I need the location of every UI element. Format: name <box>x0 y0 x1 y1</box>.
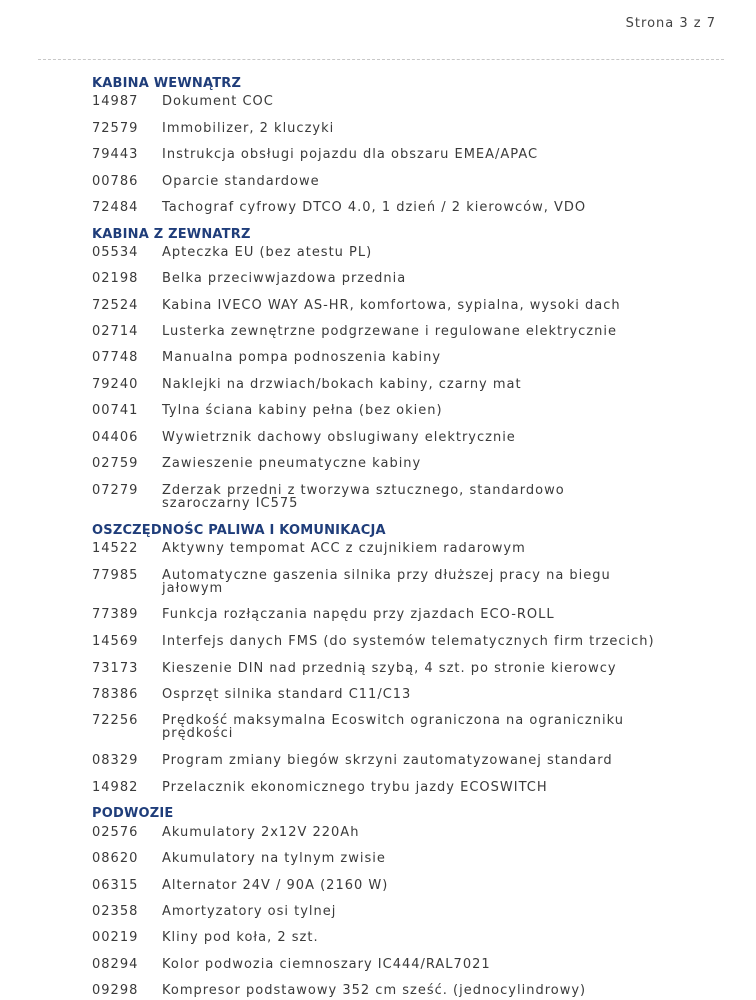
item-code: 02759 <box>92 456 139 471</box>
item-description: Wywietrznik dachowy obslugiwany elektrycznie <box>162 430 516 445</box>
item-description: Akumulatory 2x12V 220Ah <box>162 825 360 840</box>
item-description: Interfejs danych FMS (do systemów telematycznych firm trzecich) <box>162 634 655 649</box>
item-code: 08329 <box>92 753 139 768</box>
item-code: 02358 <box>92 904 139 919</box>
item-description: Przelacznik ekonomicznego trybu jazdy ECOSWITCH <box>162 780 548 795</box>
item-description: Manualna pompa podnoszenia kabiny <box>162 350 442 365</box>
item-code: 77985 <box>92 568 139 583</box>
item-code: 06315 <box>92 878 139 893</box>
item-description: Kabina IVECO WAY AS-HR, komfortowa, sypialna, wysoki dach <box>162 298 621 313</box>
item-code: 72579 <box>92 121 139 136</box>
item-code: 73173 <box>92 661 139 676</box>
item-description: Program zmiany biegów skrzyni zautomatyzowanej standard <box>162 753 613 768</box>
item-description: Aktywny tempomat ACC z czujnikiem radarowym <box>162 541 526 556</box>
item-code: 79443 <box>92 147 139 162</box>
item-code: 79240 <box>92 377 139 392</box>
item-description: Osprzęt silnika standard C11/C13 <box>162 687 412 702</box>
item-description: Automatyczne gaszenia silnika przy dłuższej pracy na biegu <box>162 568 611 583</box>
watermark-logo <box>0 970 90 1000</box>
item-code: 07279 <box>92 483 139 498</box>
item-description: Amortyzatory osi tylnej <box>162 904 337 919</box>
item-code: 08620 <box>92 851 139 866</box>
item-code: 02576 <box>92 825 139 840</box>
item-description-continued: prędkości <box>162 726 234 741</box>
item-description: Kompresor podstawowy 352 cm sześć. (jednocylindrowy) <box>162 983 587 998</box>
item-description-continued: jałowym <box>162 581 224 596</box>
item-description: Zawieszenie pneumatyczne kabiny <box>162 456 422 471</box>
item-code: 02714 <box>92 324 139 339</box>
item-description: Belka przeciwwjazdowa przednia <box>162 271 407 286</box>
item-description: Naklejki na drzwiach/bokach kabiny, czarny mat <box>162 377 522 392</box>
item-code: 05534 <box>92 245 139 260</box>
item-description: Zderzak przedni z tworzywa sztucznego, standardowo <box>162 483 565 498</box>
item-description: Lusterka zewnętrzne podgrzewane i regulowane elektrycznie <box>162 324 617 339</box>
item-code: 00219 <box>92 930 139 945</box>
section-title: PODWOZIE <box>92 806 174 821</box>
item-description: Tylna ściana kabiny pełna (bez okien) <box>162 403 443 418</box>
item-description: Immobilizer, 2 kluczyki <box>162 121 335 136</box>
item-description: Kolor podwozia ciemnoszary IC444/RAL7021 <box>162 957 491 972</box>
section-title: KABINA Z ZEWNATRZ <box>92 227 251 242</box>
item-description: Dokument COC <box>162 94 274 109</box>
section-title: KABINA WEWNĄTRZ <box>92 76 242 91</box>
item-code: 09298 <box>92 983 139 998</box>
item-description: Tachograf cyfrowy DTCO 4.0, 1 dzień / 2 kierowców, VDO <box>162 200 587 215</box>
item-description: Akumulatory na tylnym zwisie <box>162 851 386 866</box>
item-code: 04406 <box>92 430 139 445</box>
item-description: Alternator 24V / 90A (2160 W) <box>162 878 389 893</box>
item-code: 00786 <box>92 174 139 189</box>
item-code: 08294 <box>92 957 139 972</box>
item-code: 72524 <box>92 298 139 313</box>
item-code: 78386 <box>92 687 139 702</box>
item-code: 14522 <box>92 541 139 556</box>
page-number: Strona 3 z 7 <box>625 16 716 31</box>
item-code: 72256 <box>92 713 139 728</box>
item-code: 14987 <box>92 94 139 109</box>
item-description: Funkcja rozłączania napędu przy zjazdach ECO-ROLL <box>162 607 555 622</box>
item-code: 14982 <box>92 780 139 795</box>
item-description: Instrukcja obsługi pojazdu dla obszaru EMEA/APAC <box>162 147 539 162</box>
item-code: 00741 <box>92 403 139 418</box>
item-description: Oparcie standardowe <box>162 174 320 189</box>
item-code: 02198 <box>92 271 139 286</box>
item-code: 14569 <box>92 634 139 649</box>
item-description: Kieszenie DIN nad przednią szybą, 4 szt. po stronie kierowcy <box>162 661 617 676</box>
section-title: OSZCZĘDNOŚC PALIWA I KOMUNIKACJA <box>92 523 386 538</box>
item-code: 07748 <box>92 350 139 365</box>
item-code: 72484 <box>92 200 139 215</box>
item-description: Apteczka EU (bez atestu PL) <box>162 245 373 260</box>
item-description-continued: szaroczarny IC575 <box>162 496 299 511</box>
item-description: Kliny pod koła, 2 szt. <box>162 930 319 945</box>
item-description: Prędkość maksymalna Ecoswitch ograniczona na ograniczniku <box>162 713 624 728</box>
header-divider <box>38 59 724 60</box>
item-code: 77389 <box>92 607 139 622</box>
